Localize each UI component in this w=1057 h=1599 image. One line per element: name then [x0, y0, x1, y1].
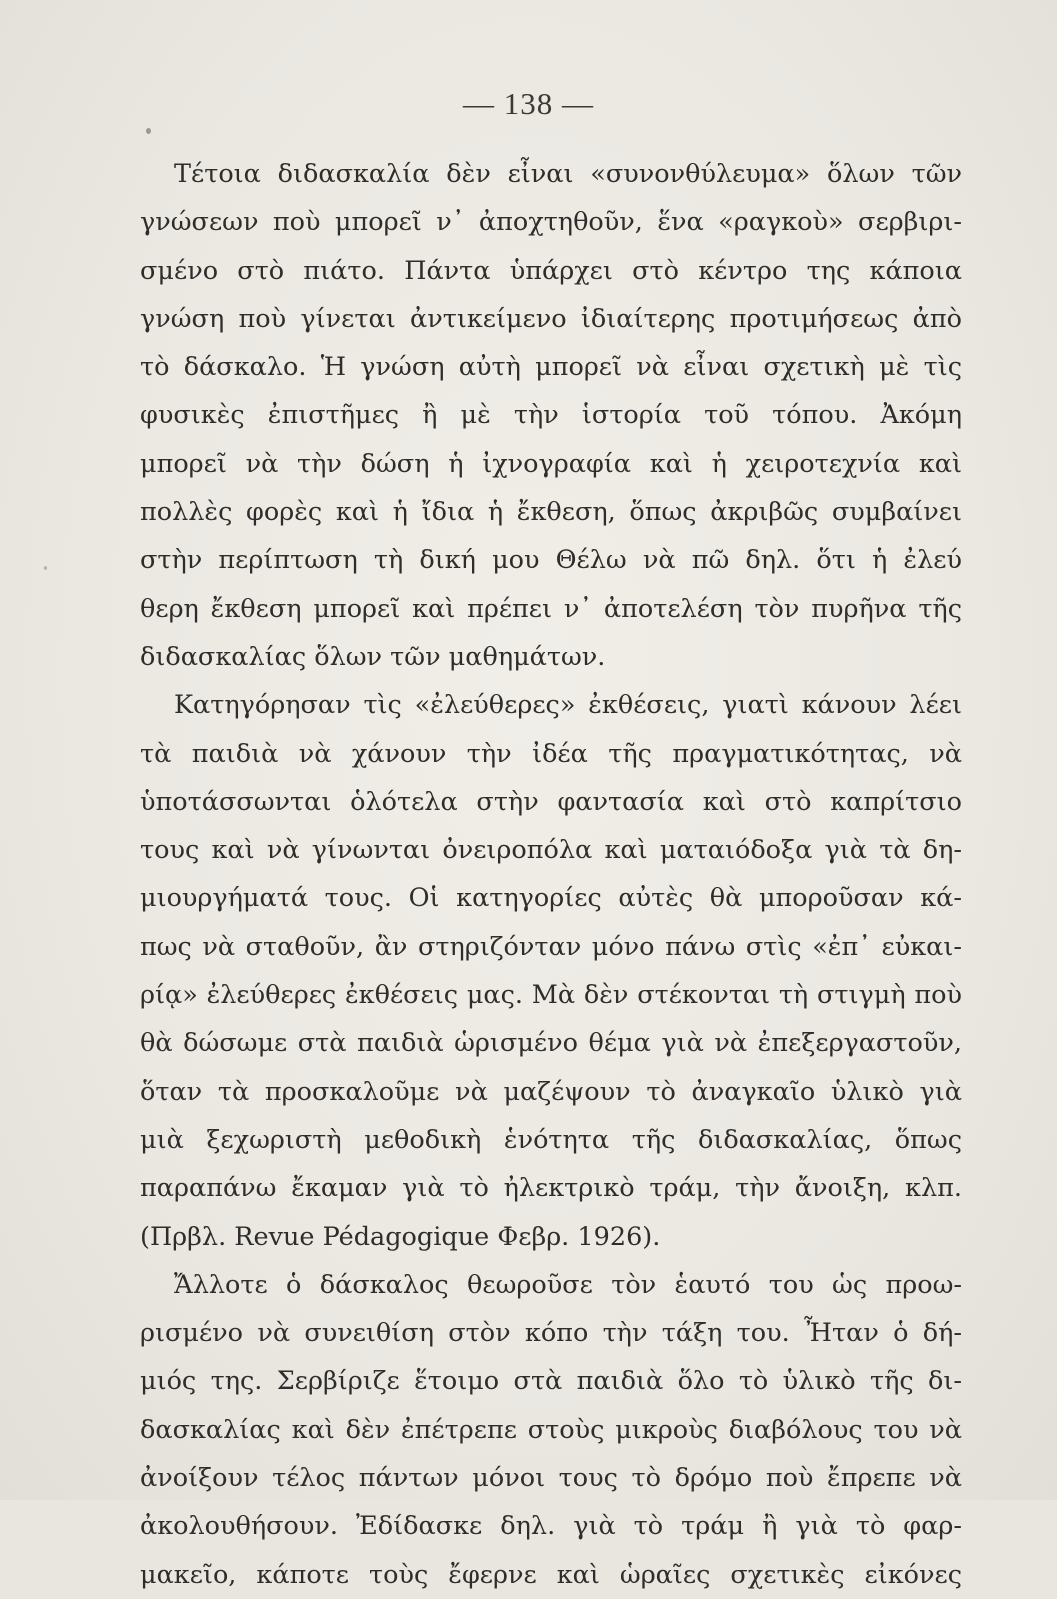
text-line: σμένο στὸ πιάτο. Πάντα ὑπάρχει στὸ κέντρο της κάποια [140, 255, 962, 286]
text-line: ἀνοίξουν τέλος πάντων μόνοι τους τὸ δρόμο ποὺ ἔπρεπε νὰ [140, 1463, 962, 1494]
text-line: μιός της. Σερβίριζε ἕτοιμο στὰ παιδιὰ ὅλο τὸ ὑλικὸ τῆς δι- [140, 1366, 962, 1397]
text-line: στὴν περίπτωση τὴ δική μου Θέλω νὰ πῶ δηλ. ὅτι ἡ ἐλεύ [140, 545, 962, 576]
text-line: ὅταν τὰ προσκαλοῦμε νὰ μαζέψουν τὸ ἀναγκαῖο ὑλικὸ γιὰ [140, 1076, 962, 1107]
text-line: Κατηγόρησαν τὶς «ἐλεύθερες» ἐκθέσεις, γιατὶ κάνουν λέει [174, 690, 962, 721]
text-line: πως νὰ σταθοῦν, ἂν στηριζόνταν μόνο πάνω στὶς «ἐπ᾿ εὐκαι- [140, 931, 962, 962]
text-line: πολλὲς φορὲς καὶ ἡ ἴδια ἡ ἔκθεση, ὅπως ἀκριβῶς συμβαίνει [140, 497, 962, 528]
text-line: παραπάνω ἔκαμαν γιὰ τὸ ἠλεκτρικὸ τράμ, τὴν ἄνοιξη, κλπ. [140, 1173, 962, 1204]
page-number: — 138 — [463, 86, 594, 121]
text-line: θὰ δώσωμε στὰ παιδιὰ ὡρισμένο θέμα γιὰ νὰ ἐπεξεργαστοῦν, [140, 1028, 962, 1059]
text-line: μιουργήματά τους. Οἱ κατηγορίες αὐτὲς θὰ μποροῦσαν κά- [140, 883, 962, 914]
text-line: μπορεῖ νὰ τὴν δώση ἡ ἰχνογραφία καὶ ἡ χειροτεχνία καὶ [140, 448, 962, 479]
text-line: μακεῖο, κάποτε τοὺς ἔφερνε καὶ ὡραῖες σχετικὲς εἰκόνες [140, 1559, 962, 1590]
text-line: ρισμένο νὰ συνειθίση στὸν κόπο τὴν τάξη του. Ἦταν ὁ δή- [140, 1318, 962, 1349]
text-line: φυσικὲς ἐπιστῆμες ἢ μὲ τὴν ἱστορία τοῦ τόπου. Ἀκόμη [140, 400, 962, 431]
text-line: ἀκολουθήσουν. Ἐδίδασκε δηλ. γιὰ τὸ τράμ ἢ γιὰ τὸ φαρ- [140, 1511, 962, 1542]
text-line: δασκαλίας καὶ δὲν ἐπέτρεπε στοὺς μικροὺς διαβόλους του νὰ [140, 1414, 962, 1445]
text-line: (Πρβλ. Revue Pédagogique Φεβρ. 1926). [140, 1221, 661, 1252]
text-line: γνώση ποὺ γίνεται ἀντικείμενο ἰδιαίτερης προτιμήσεως ἀπὸ [140, 303, 962, 334]
text-line: μιὰ ξεχωριστὴ μεθοδικὴ ἑνότητα τῆς διδασκαλίας, ὅπως [140, 1124, 962, 1155]
body-text [140, 150, 962, 1599]
text-line: τὰ παιδιὰ νὰ χάνουν τὴν ἰδέα τῆς πραγματικότητας, νὰ [140, 738, 962, 769]
text-line: θερη ἔκθεση μπορεῖ καὶ πρέπει ν᾿ ἀποτελέση τὸν πυρῆνα τῆς [140, 593, 962, 624]
text-line: γνώσεων ποὺ μπορεῖ ν᾿ ἀποχτηθοῦν, ἕνα «ραγκοὺ» σερβιρι- [140, 207, 962, 238]
text-line: Ἄλλοτε ὁ δάσκαλος θεωροῦσε τὸν ἑαυτό του ὡς προω- [174, 1269, 962, 1300]
text-line: τὸ δάσκαλο. Ἡ γνώση αὐτὴ μπορεῖ νὰ εἶναι σχετικὴ μὲ τὶς [140, 352, 962, 383]
ink-speck [44, 566, 47, 570]
ink-speck [146, 128, 151, 134]
text-line: Τέτοια διδασκαλία δὲν εἶναι «συνονθύλευμα» ὅλων τῶν [174, 159, 962, 189]
text-line: ὑποτάσσωνται ὁλότελα στὴν φαντασία καὶ στὸ καπρίτσιο [140, 786, 962, 817]
text-line: διδασκαλίας ὅλων τῶν μαθημάτων. [140, 641, 606, 672]
text-line: τους καὶ νὰ γίνωνται ὀνειροπόλα καὶ ματαιόδοξα γιὰ τὰ δη- [140, 835, 962, 866]
text-line: ρίᾳ» ἐλεύθερες ἐκθέσεις μας. Μὰ δὲν στέκονται τὴ στιγμὴ ποὺ [140, 980, 962, 1011]
